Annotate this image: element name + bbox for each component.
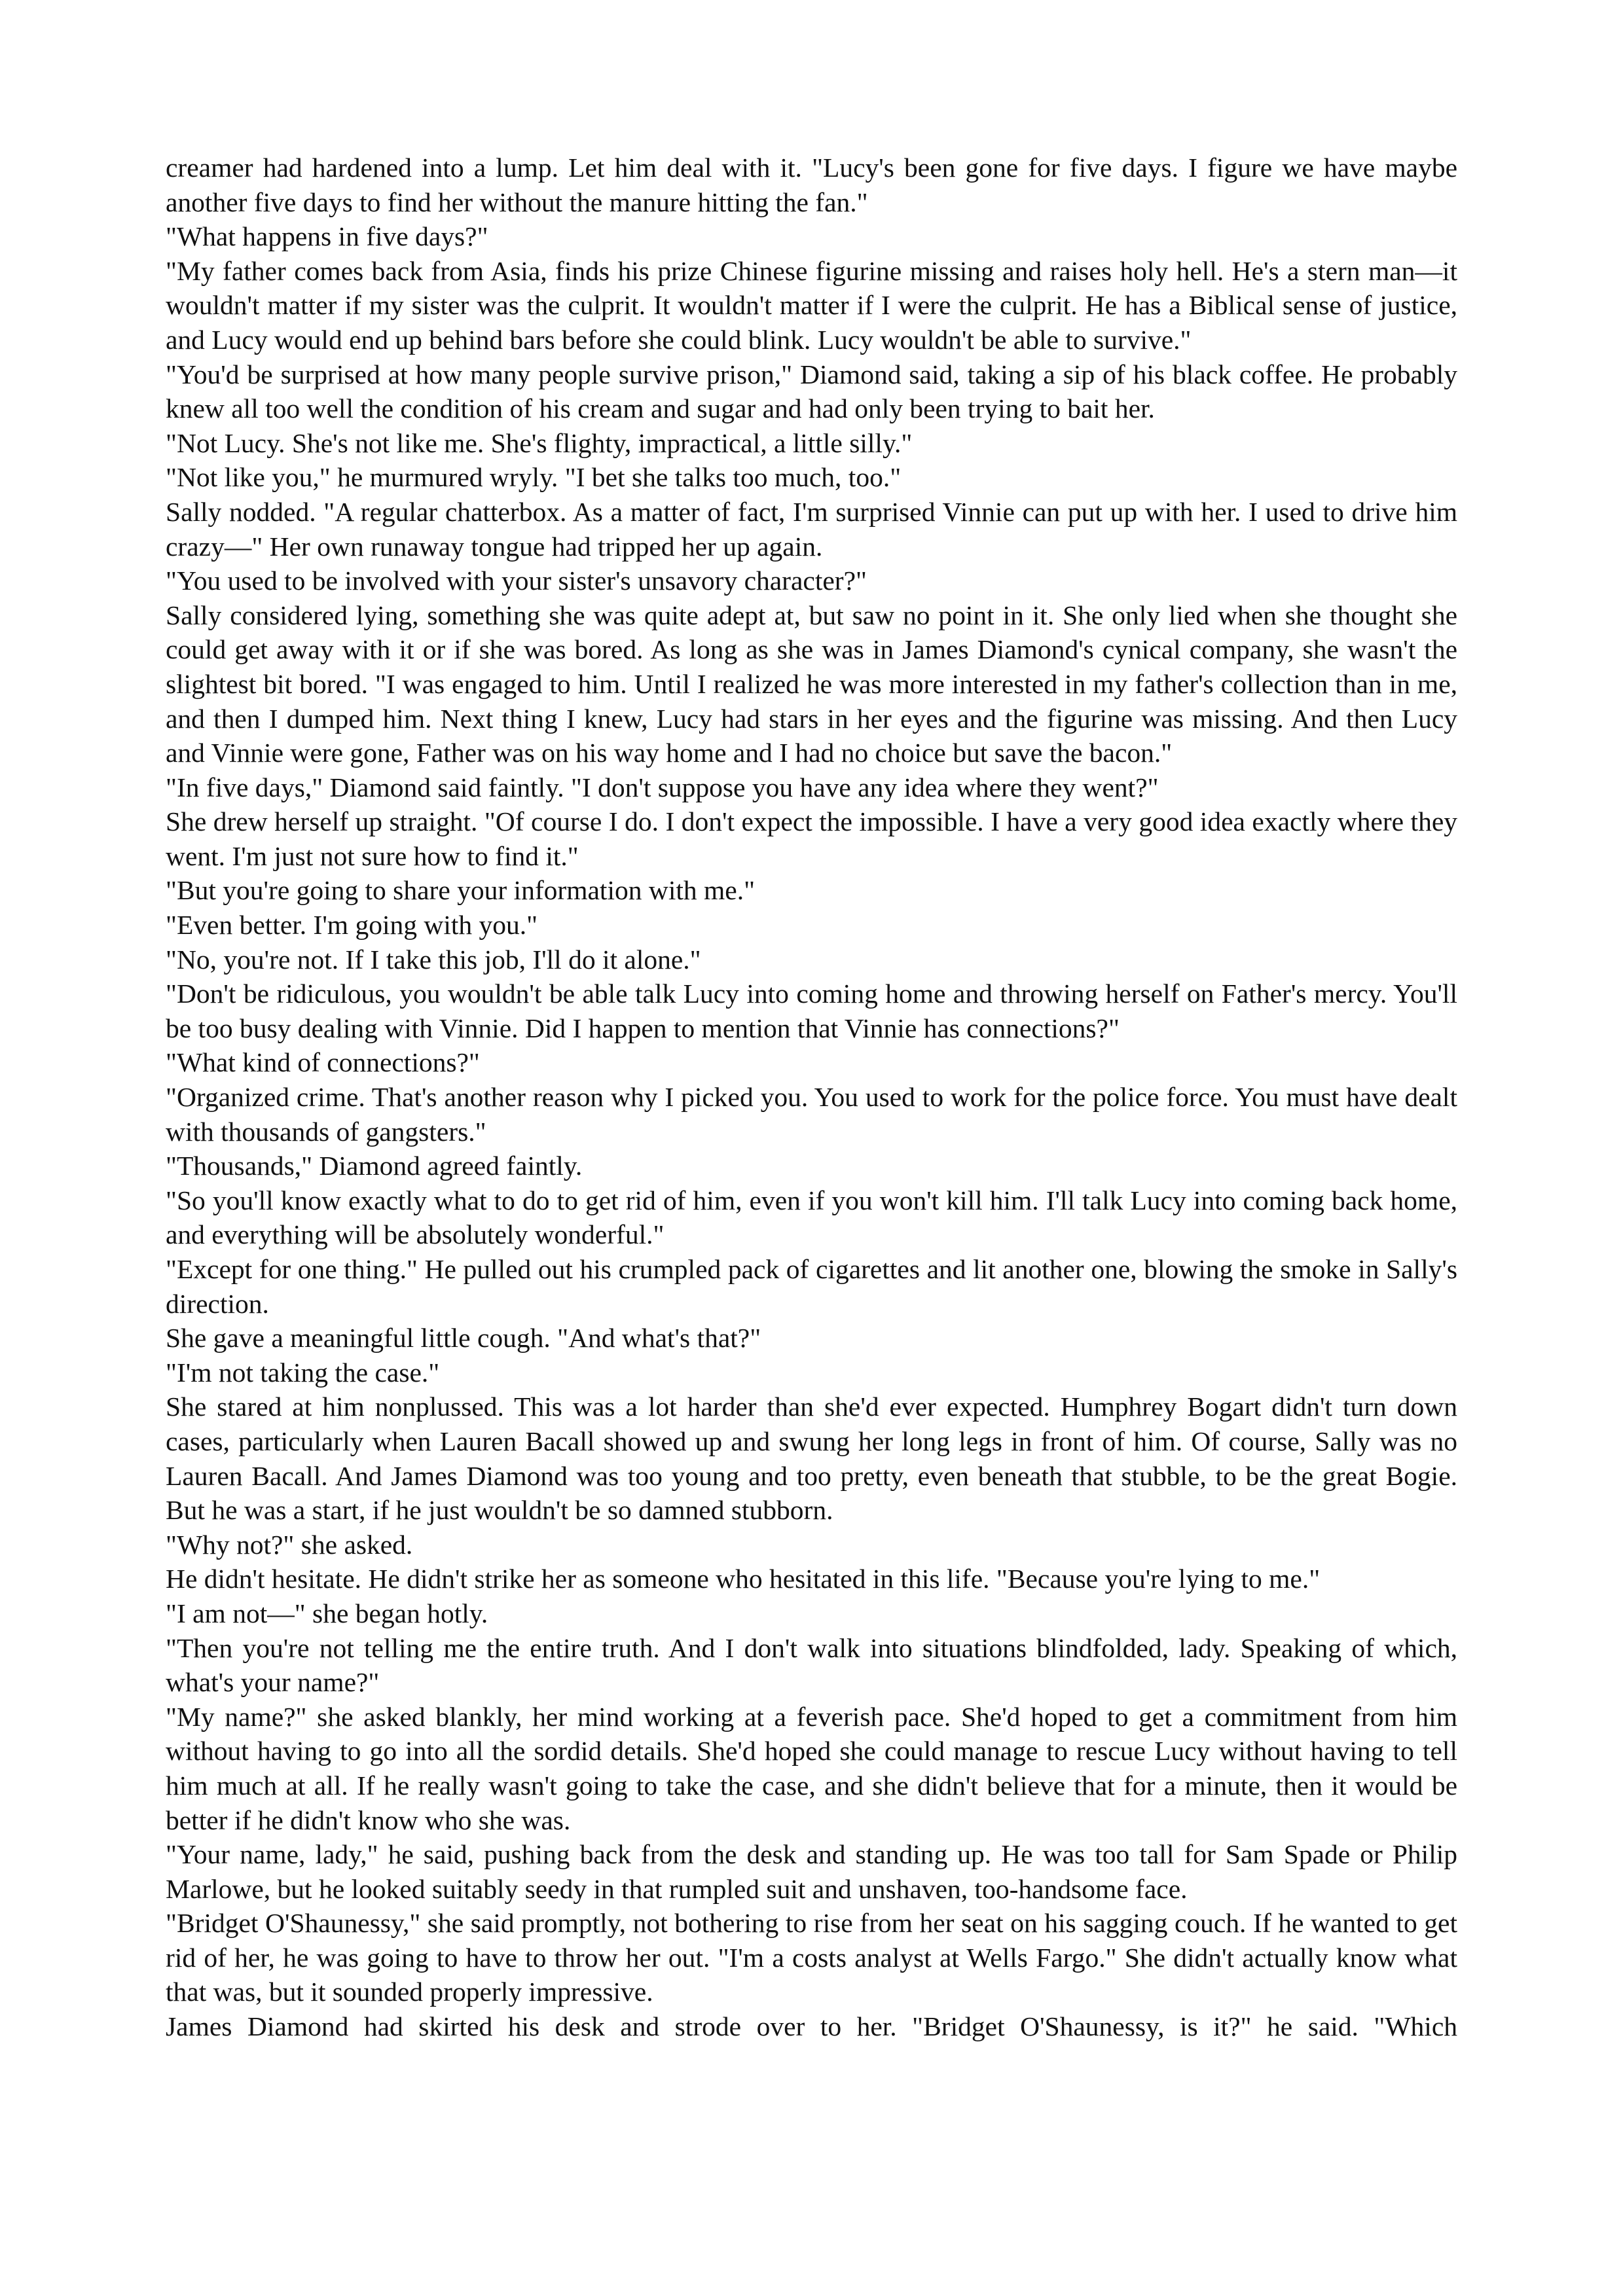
paragraph: "Even better. I'm going with you."	[166, 910, 538, 941]
paragraph: "My father comes back from Asia, finds his prize Chinese figurine missing and raises holy hell. He's a stern man—it wouldn't matter if my sister was the culprit. It wouldn't matter if I were the culprit. He has a Biblical sense of justice, and Lucy would end up behind bars before she could blink. Lucy wouldn't be able to survive."	[166, 255, 1457, 355]
paragraph: "You used to be involved with your sister's unsavory character?"	[166, 565, 867, 596]
paragraph: "In five days," Diamond said faintly. "I don't suppose you have any idea where they went?"	[166, 772, 1159, 802]
paragraph: She stared at him nonplussed. This was a lot harder than she'd ever expected. Humphrey Bogart didn't turn down cases, particularly when Lauren Bacall showed up and swung her long legs in front of him. Of course, Sally was no Lauren Bacall. And James Diamond was too young and too pretty, even beneath that stubble, to be the great Bogie. But he was a start, if he just wouldn't be so damned stubborn.	[166, 1391, 1457, 1526]
paragraph: "Organized crime. That's another reason why I picked you. You used to work for the police force. You must have dealt with thousands of gangsters."	[166, 1082, 1457, 1147]
paragraph: "Thousands," Diamond agreed faintly.	[166, 1151, 583, 1181]
paragraph: "What happens in five days?"	[166, 221, 488, 252]
paragraph: "I am not—" she began hotly.	[166, 1598, 488, 1628]
paragraph: She gave a meaningful little cough. "And what's that?"	[166, 1323, 761, 1354]
paragraph: She drew herself up straight. "Of course I do. I don't expect the impossible. I have a very good idea exactly where they went. I'm just not sure how to find it."	[166, 806, 1457, 871]
paragraph: "Except for one thing." He pulled out his crumpled pack of cigarettes and lit another one, blowing the smoke in Sally's direction.	[166, 1254, 1457, 1319]
paragraph: "No, you're not. If I take this job, I'll do it alone."	[166, 944, 701, 975]
paragraph: "Your name, lady," he said, pushing back from the desk and standing up. He was too tall for Sam Spade or Philip Marlowe, but he looked suitably seedy in that rumpled suit and unshaven, too-handsome face.	[166, 1839, 1457, 1904]
paragraph: "Why not?" she asked.	[166, 1529, 413, 1560]
paragraph: Sally considered lying, something she was quite adept at, but saw no point in it. She only lied when she thought she could get away with it or if she was bored. As long as she was in James Diamond's cynical company, she wasn't the slightest bit bored. "I was engaged to him. Until I realized he was more interested in my father's collection than in me, and then I dumped him. Next thing I knew, Lucy had stars in her eyes and the figurine was missing. And then Lucy and Vinnie were gone, Father was on his way home and I had no choice but save the bacon."	[166, 600, 1457, 768]
paragraph: "What kind of connections?"	[166, 1047, 480, 1078]
paragraph: "Bridget O'Shaunessy," she said promptly, not bothering to rise from her seat on his sagging couch. If he wanted to get rid of her, he was going to have to throw her out. "I'm a costs analyst at Wells Fargo." She didn't actually know what that was, but it sounded properly impressive.	[166, 1908, 1457, 2007]
paragraph: Sally nodded. "A regular chatterbox. As a matter of fact, I'm surprised Vinnie can put up with her. I used to drive him crazy—" Her own runaway tongue had tripped her up again.	[166, 496, 1457, 562]
paragraph: "I'm not taking the case."	[166, 1357, 440, 1388]
paragraph: "Not like you," he murmured wryly. "I bet she talks too much, too."	[166, 462, 902, 493]
paragraph: "Not Lucy. She's not like me. She's flighty, impractical, a little silly."	[166, 427, 913, 458]
document-page	[166, 151, 1457, 2044]
paragraph: "You'd be surprised at how many people survive prison," Diamond said, taking a sip of his black coffee. He probably knew all too well the condition of his cream and sugar and had only been trying to bait her.	[166, 359, 1457, 424]
paragraph: "Then you're not telling me the entire truth. And I don't walk into situations blindfolded, lady. Speaking of which, what's your name?"	[166, 1632, 1457, 1698]
paragraph: "Don't be ridiculous, you wouldn't be able talk Lucy into coming home and throwing herself on Father's mercy. You'll be too busy dealing with Vinnie. Did I happen to mention that Vinnie has connections?"	[166, 978, 1457, 1043]
paragraph: "But you're going to share your information with me."	[166, 875, 756, 906]
paragraph: He didn't hesitate. He didn't strike her as someone who hesitated in this life. "Because you're lying to me."	[166, 1564, 1321, 1594]
paragraph: creamer had hardened into a lump. Let him deal with it. "Lucy's been gone for five days. I figure we have maybe another five days to find her without the manure hitting the fan."	[166, 152, 1457, 217]
paragraph: "So you'll know exactly what to do to get rid of him, even if you won't kill him. I'll talk Lucy into coming back home, and everything will be absolutely wonderful."	[166, 1185, 1457, 1250]
paragraph: "My name?" she asked blankly, her mind working at a feverish pace. She'd hoped to get a commitment from him without having to go into all the sordid details. She'd hoped she could manage to rescue Lucy without having to tell him much at all. If he really wasn't going to take the case, and she didn't believe that for a minute, then it would be better if he didn't know who she was.	[166, 1701, 1457, 1835]
paragraph: James Diamond had skirted his desk and strode over to her. "Bridget O'Shaunessy, is it?" he said. "Which	[166, 2011, 1457, 2042]
